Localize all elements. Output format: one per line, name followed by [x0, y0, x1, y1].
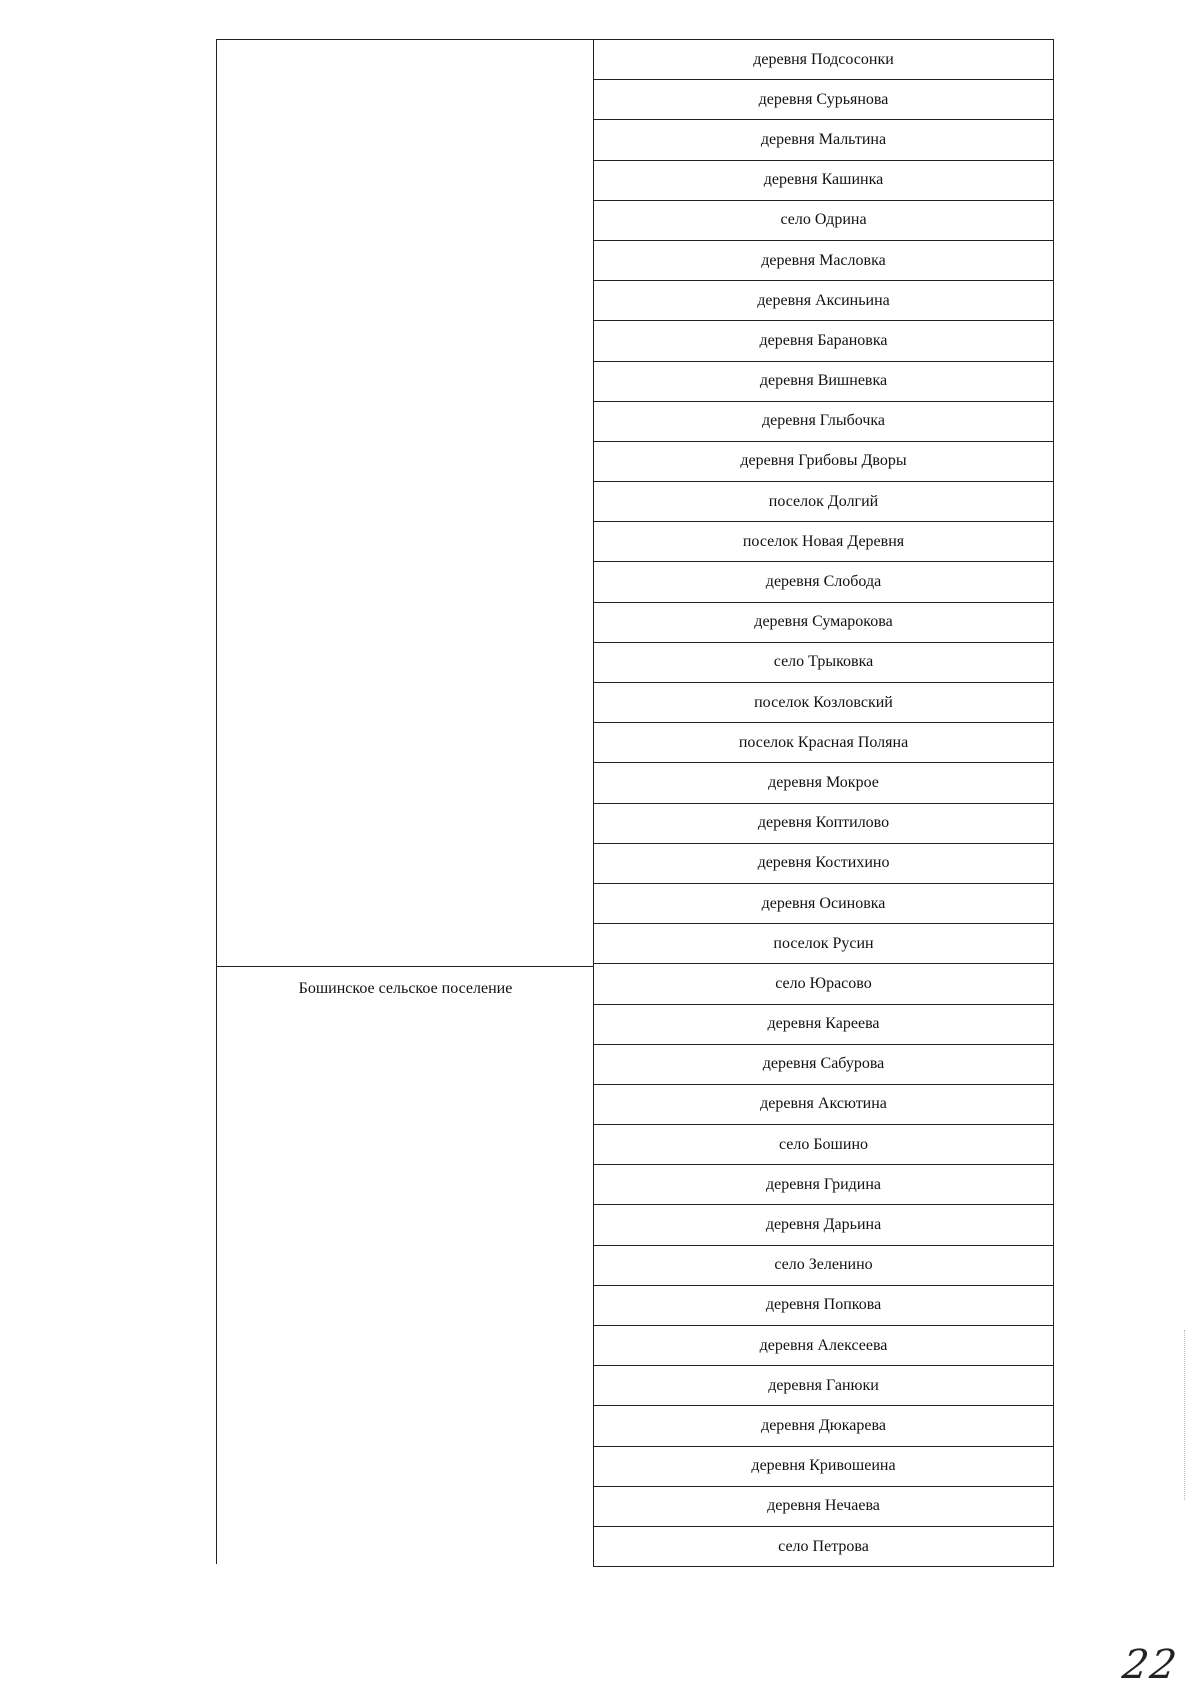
settlement-cell: село Трыковка — [594, 642, 1053, 682]
settlement-cell: поселок Долгий — [594, 481, 1053, 521]
settlement-cell: деревня Ганюки — [594, 1365, 1053, 1405]
settlement-cell: деревня Костихино — [594, 843, 1053, 883]
settlement-cell: деревня Масловка — [594, 240, 1053, 280]
scan-artifact — [1184, 1330, 1186, 1500]
settlement-cell: деревня Мальтина — [594, 119, 1053, 159]
municipality-label: Бошинское сельское поселение — [298, 980, 513, 997]
settlement-cell: село Петрова — [594, 1526, 1053, 1566]
settlement-cell: поселок Русин — [594, 923, 1053, 963]
settlement-cell: деревня Гридина — [594, 1164, 1053, 1204]
settlement-cell: деревня Подсосонки — [594, 39, 1053, 79]
settlement-cell: деревня Кашинка — [594, 160, 1053, 200]
settlement-cell: деревня Дарьина — [594, 1204, 1053, 1244]
settlement-cell: поселок Новая Деревня — [594, 521, 1053, 561]
settlement-cell: деревня Попкова — [594, 1285, 1053, 1325]
settlement-cell: поселок Козловский — [594, 682, 1053, 722]
settlement-cell: деревня Осиновка — [594, 883, 1053, 923]
settlement-cell: деревня Аксютина — [594, 1084, 1053, 1124]
settlement-cell: деревня Аксиньина — [594, 280, 1053, 320]
settlement-cell: деревня Сабурова — [594, 1044, 1053, 1084]
settlement-cell: село Зеленино — [594, 1245, 1053, 1285]
municipality-cell-boshinskoe — [216, 966, 593, 1564]
settlement-cell: деревня Глыбочка — [594, 401, 1053, 441]
settlement-cell: село Одрина — [594, 200, 1053, 240]
settlement-cell: деревня Нечаева — [594, 1486, 1053, 1526]
page-number: 22 — [1119, 1642, 1182, 1688]
settlement-cell: деревня Слобода — [594, 561, 1053, 601]
settlement-cell: деревня Сумарокова — [594, 602, 1053, 642]
settlement-cell: деревня Коптилово — [594, 803, 1053, 843]
settlement-cell: деревня Мокрое — [594, 762, 1053, 802]
settlements-column — [593, 39, 1054, 1567]
settlement-cell: поселок Красная Поляна — [594, 722, 1053, 762]
settlement-cell: деревня Алексеева — [594, 1325, 1053, 1365]
settlement-cell: село Юрасово — [594, 963, 1053, 1003]
settlement-cell: деревня Барановка — [594, 320, 1053, 360]
settlement-cell: село Бошино — [594, 1124, 1053, 1164]
settlement-cell: деревня Сурьянова — [594, 79, 1053, 119]
municipality-cell-continuation — [216, 39, 593, 966]
settlement-cell: деревня Грибовы Дворы — [594, 441, 1053, 481]
settlement-cell: деревня Кареева — [594, 1004, 1053, 1044]
settlement-cell: деревня Дюкарева — [594, 1405, 1053, 1445]
settlement-cell: деревня Кривошеина — [594, 1446, 1053, 1486]
settlement-cell: деревня Вишневка — [594, 361, 1053, 401]
